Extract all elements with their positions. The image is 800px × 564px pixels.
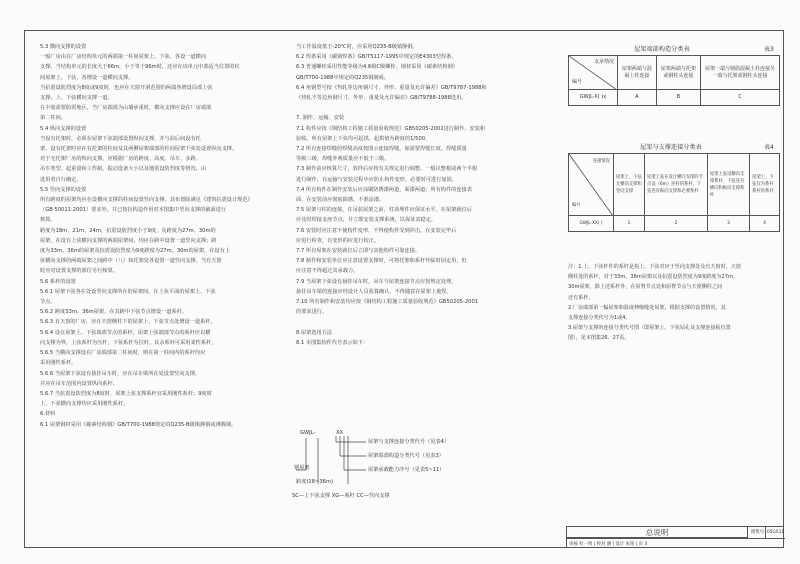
middle-text-line: 6.4 角钢型号按《热轧等边角钢尺寸、外形、重量及允许偏差》GB/T9787-1988和 — [296, 84, 487, 91]
table4-header: 屋架上、下弦无横向支撑和竖向支撑 — [614, 154, 645, 216]
note-line: 注：1.上、下弦杆件的系杆是指上、下弦对应于竖向支撑处及有天窗时，天窗 — [568, 264, 741, 270]
left-text-line: 弦横向支撑的两端屋架之间跨中（八）和托架处各设置一道竖向支撑。当有天窗 — [40, 258, 222, 265]
left-text-line: 5.6.1 屋架下弦各在处设竖向支撑所在的屋架间，在上弦平面的屋架上、下弦 — [40, 288, 216, 295]
middle-text-line: 进行制作，在运输与安装过程中应防止构件变形。必要时可进行加固。 — [296, 176, 457, 183]
code-item: 屋架承载能力序号（见表5~11） — [368, 467, 445, 473]
table3-number: 表3 — [764, 46, 774, 53]
middle-text-line: 7.1 构件应按《钢结构工程施工质量验收规范》GB50205-2001进行制作、安装和 — [296, 125, 486, 132]
middle-text-line: 7.10 所有制作和安装均应按《钢结构工程施工质量验收规范》GB50205-2001 — [296, 299, 479, 306]
middle-text-line: 7.3 制作前应核算尺寸，放样后应按有关规定进行调整。一般以整根或两个半根 — [296, 166, 478, 173]
left-text-line: 5.3 横向支撑的设置 — [40, 44, 87, 50]
left-text-line: 向支撑为界，上弦系杆为压杆，下弦系杆为拉杆。其余系杆可采用柔性系杆。 — [40, 339, 217, 346]
atlas-label: 图集号 — [747, 527, 767, 538]
left-text-line: 5.6.5 当横向支撑设在厂房端部第二柱间时，则在第一柱间内的系杆均应 — [40, 350, 206, 357]
left-text-line: 5.6 系杆的设置 — [40, 278, 76, 285]
table4-row-label: GWJL-XX( ) — [569, 216, 614, 232]
left-text-line: 在丰收需要防震地区，当厂房端部为山墙承重时，横向支撑应设在厂房端部 — [40, 105, 212, 112]
left-text-line: 对于无托架厂房的纵向支撑，应根据厂房的跨度、高度、吊车、多跨、 — [40, 156, 201, 163]
left-text-line: 间屋架上、下弦，各增设一道横向支撑。 — [40, 74, 134, 81]
left-text-line: 所有跨度的屋架均应在设横向支撑的柱间设置竖向支撑。其布置除满足《建筑抗震设计规范》 — [40, 197, 253, 204]
note-line: 侧柱处的系杆，对于33m、36m屋架以及抗震设防烈度为9度跨度为27m、 — [568, 274, 739, 281]
code-legend: SC—上下弦支撑 XG—系杆 CC—竖向支撑 — [292, 493, 390, 499]
notes-block — [568, 262, 780, 344]
left-text-line: 第二柱间。 — [40, 115, 66, 122]
table3-title: 屋架端部构造分类表 — [634, 46, 690, 53]
middle-text-line: 7.2 所有连接焊缝的焊缝高度按图示连接焊缝。如需要焊缝长度。焊缝质量 — [296, 146, 467, 153]
left-text-line: 度为33m、36m的屋架及抗震设防烈度为9度跨度为27m、30m的屋架，在设有上 — [40, 248, 230, 255]
drawing-title: 总说明 — [567, 527, 747, 538]
middle-text-line: 7.6 安装时应注意不使构件变形，不得使构件受到冲击，在安装完毕后 — [296, 227, 457, 234]
left-text-line: 节点。 — [40, 299, 56, 306]
table3-diag-bottom: 编号 — [572, 79, 583, 85]
middle-text-line — [296, 317, 556, 327]
middle-text-line: 验收。所有屋架上下弦均可起拱，起拱值为跨度的1/500。 — [296, 135, 431, 142]
middle-text-line: GB/T700-1988中规定的Q235钢制成。 — [296, 74, 389, 81]
left-text-column — [40, 42, 280, 430]
middle-text-line: 面，在安装前应彻底除锈，不准涂漆。 — [296, 197, 385, 204]
table4-header: 屋架上弦设横向支撑系杆，下弦连有横向和纵向支撑系杆 — [707, 154, 749, 216]
left-text-line: 屋架，在设有上弦横向支撑的两端屋架间，均应在跨中设置一道竖向支撑；跨 — [40, 237, 217, 244]
table3-cell: B — [656, 90, 700, 106]
left-text-line: 5.4 纵向支撑的设置 — [40, 125, 87, 132]
middle-text-line: 8.屋架选用方法 — [296, 329, 333, 336]
table3-header: 屋架两端与托架或钢柱头连接 — [656, 56, 700, 90]
left-text-line: 选用者自行确定。 — [40, 176, 82, 183]
table4-diag-header — [569, 154, 614, 216]
left-text-line: 6.1 屋架钢材采用《碳素结构钢》GB/T700-1988规定的Q235-B级镇静钢或沸腾钢。 — [40, 421, 237, 428]
code-item: 屋架端部构造分类代号（见表3） — [368, 453, 444, 459]
table3-diag-top: 支承情况 — [593, 59, 614, 65]
code-item: 屋架与支撑连接分类代号（见表4） — [368, 439, 450, 445]
table3-header: 屋架两端与混凝土柱连接 — [618, 56, 657, 90]
left-text-line: 5.6.2 跨度33m、36m屋架，在其跨中下弦节点增设一道系杆。 — [40, 309, 188, 316]
left-text-line: 支撑，上、下弦横向支撑一道。 — [40, 95, 113, 102]
middle-text-line: 7. 制作、运输、安装 — [296, 115, 345, 122]
middle-text-line: 应进行检查，有变形的应进行校正。 — [296, 237, 380, 244]
note-line: 3.屋架与支撑的连接分类代号图（即屋架上、下弦钻孔及支撑连接板位置 — [568, 325, 731, 332]
left-text-line: 5.6.4 设在屋架上、下弦端部节点的系杆，屋架上弦端部节点的系杆应以横 — [40, 329, 211, 336]
code-left-label: 钢屋架 — [294, 465, 310, 471]
signature-row: 审核 杜一鸣 | 校对 潘 | 设计 朱铭 | 页 3 — [567, 538, 785, 549]
note-line: 还有系杆。 — [568, 294, 594, 301]
code-suffix: XX — [336, 430, 344, 436]
middle-text-line: 7.7 所有屋架在安装就位后立即与其他构件可靠连接。 — [296, 248, 421, 255]
note-line: 图），见本图集26、27页。 — [568, 335, 630, 342]
table4-cell: 4 — [750, 216, 780, 232]
middle-text-line: 7.5 屋架与柱的连接，在吊装屋架之前，柱顶埋件应保证水平，在屋架就位后 — [296, 207, 472, 214]
left-text-line: 核算。 — [40, 217, 56, 224]
middle-text-line: 应注意不得超过其承载力。 — [296, 268, 359, 275]
left-text-line: 5.6.3 有天窗的厂房，应在天窗侧柱下的屋架上、下弦节点处增设一道系杆。 — [40, 319, 216, 326]
middle-text-line: 悬挂吊车梁的连接应经设计人员验算确认，不得随意在屋架上施焊。 — [296, 288, 452, 295]
code-prefix: GWJL- — [300, 430, 316, 436]
table4-cell: 2 — [645, 216, 708, 232]
left-text-line: 上、下弦横向支撑均应采用刚性系杆。 — [40, 401, 129, 408]
left-text-line: 支撑。当结构单元的长度大于66m，小于等于96m时，还应在该单元中部适当位置的柱 — [40, 64, 240, 71]
table4-title: 屋架与支撑连接分类表 — [640, 144, 702, 151]
left-text-line: 当设有托架时，必须在屋架下弦端部设置纵向支撑，并与前后间设有托 — [40, 135, 201, 142]
middle-text-line: 6.3 普通螺栓采用性能等级为4.6级C级螺栓，钢材采用《碳素结构钢》 — [296, 64, 458, 71]
atlas-number: 05G511 — [765, 527, 785, 538]
left-text-line: （GB 50011-2001）要求外，并已按抗构造作用对本图集中竖向支撑的截面进行 — [40, 207, 227, 214]
left-text-line: 跨度为18m、21m、24m，抗震设防烈度小于9度，及跨度为27m、30m的 — [40, 227, 216, 234]
note-line: 30m屋架，除上述系杆外，在屋脊节点处和屋脊节点与天窗侧柱之间 — [568, 284, 723, 291]
left-text-line: 并应在吊车范围内设置纵向系杆。 — [40, 380, 118, 387]
middle-text-line: 等级三级。焊缝外观质量应不低于三级。 — [296, 156, 390, 163]
left-text-line: 时应对设置支撑的部位另行核算。 — [40, 268, 118, 275]
table4-header: 屋架上弦在设计横向支撑的节点设（6m）连杆的系杆，下弦连有纵向支撑和必要系杆 — [645, 154, 708, 216]
left-text-line: 5.5 竖向支撑的设置 — [40, 186, 87, 193]
left-text-line: 5.6.7 当抗震设防烈度为8度时，屋架上弦支撑系杆宜采用刚性系杆；9度时 — [40, 390, 212, 397]
note-line: 2.厂房端部第一榀屋架和温度伸缩缝处屋架，根据支撑的设置情况，其 — [568, 304, 726, 311]
middle-text-line: 的要求进行。 — [296, 309, 328, 316]
left-text-line: 6.材料 — [40, 411, 56, 418]
table4 — [568, 153, 780, 232]
left-text-line: 当抗震设防烈度为8度或9度时，也应在天窗开洞范围的两端各增设局部上弦 — [40, 84, 213, 91]
middle-text-line: 《热轧不等边角钢尺寸、外形、重量及允许偏差》GB/T9788-1988选用。 — [296, 95, 467, 102]
left-text-line: 5.6.6 当屋架下弦设有悬挂吊车时，应在吊车梁所在处设置竖向支撑， — [40, 370, 201, 377]
code-diagram-lines — [296, 418, 496, 528]
table3-cell: C — [701, 90, 780, 106]
left-text-line: 采用刚性系杆。 — [40, 360, 77, 367]
table3-header: 屋架一端与钢筋混凝土柱连接另一端与托架或钢柱头连接 — [701, 56, 780, 90]
table4-number: 表4 — [764, 144, 774, 151]
code-left-label: 跨度(18~36m) — [296, 479, 334, 485]
middle-text-line: 6.2 焊条采用《碳钢焊条》GB/T5117-1995中规定的E4303型焊条。 — [296, 54, 457, 61]
table3-cell: A — [618, 90, 657, 106]
middle-text-line: 7.4 所有构件在制作安装后应涂刷防锈漆两道，面漆两道；所有构件的连接表 — [296, 186, 472, 193]
table4-header: 屋架上、下弦仅为系杆系杆的系杆 — [750, 154, 780, 216]
left-text-line: 一般厂房由在厂房结构单元的两端第一柱间屋架上、下弦、各设一道横向 — [40, 54, 207, 61]
middle-text-line: 7.9 当屋架下弦设有悬挂吊车时，吊车与屋架连接节点应按规定处理， — [296, 278, 457, 285]
middle-text-line: 7.8 制作和安装单位应注意设置支撑时，可将托架和系杆作临时固定用，但 — [296, 258, 467, 265]
middle-text-line: 8.1 本图集构件代号表示如下： — [296, 339, 369, 346]
table3 — [568, 55, 780, 106]
middle-text-line — [296, 103, 556, 113]
table4-diag-top: 连接情况 — [592, 159, 610, 164]
left-text-line: 吊车类型、起重量和工作制、振动设备大小以及地震设防烈度等情况，由 — [40, 166, 207, 173]
table3-row-label: GWJL-X( )x — [569, 90, 618, 106]
middle-text-line: 应及时焊接支座节点，并立即安装支撑系统，以保证其稳定。 — [296, 217, 437, 224]
table4-cell: 1 — [614, 216, 645, 232]
table4-cell: 3 — [707, 216, 749, 232]
table4-diag-bottom: 编号 — [572, 203, 581, 208]
title-block — [566, 526, 784, 548]
table3-diag-header — [569, 56, 618, 90]
note-line: 支撑连接分类代号为1或4。 — [568, 315, 631, 322]
middle-text-line: 当工作温度低于-20℃时，应采用Q235-B级镇静钢。 — [296, 44, 418, 50]
middle-text-column — [296, 42, 556, 348]
left-text-line: 架，设有托架时应在有托架的柱间及其两侧屋架端部的柱间屋架下弦处设置纵向支撑。 — [40, 146, 238, 153]
